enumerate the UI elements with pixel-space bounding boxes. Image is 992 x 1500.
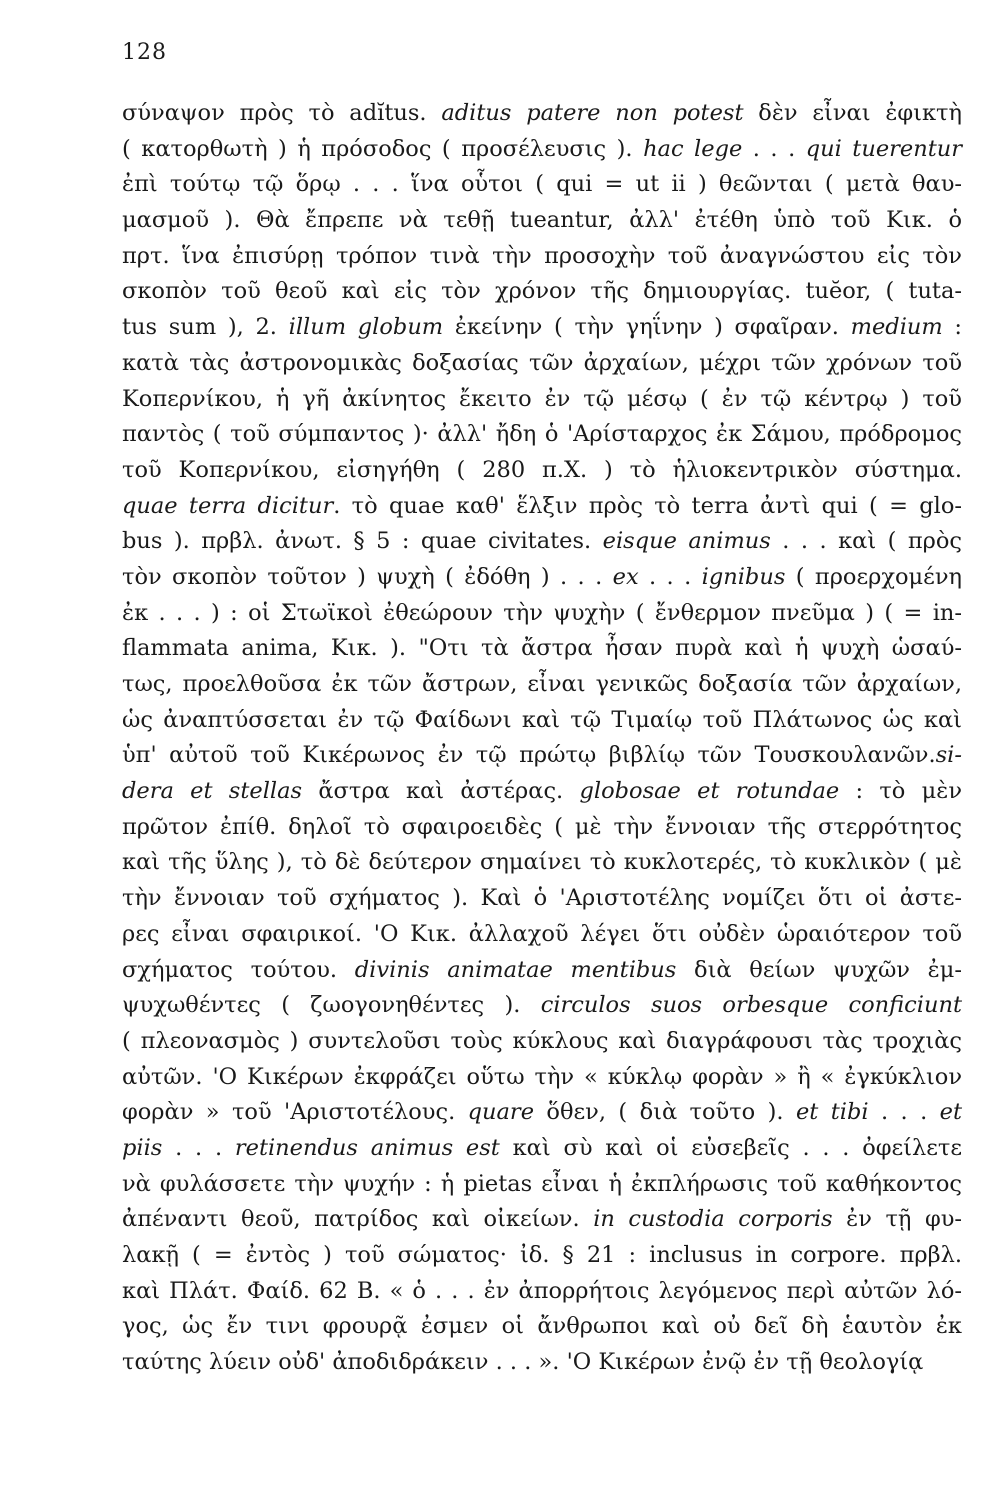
- text-line: νὰ φυλάσσετε τὴν ψυχήν : ἡ pietas εἶναι ἡ ἐκπλήρωσις τοῦ καθήκοντος: [122, 1170, 962, 1197]
- text-line: ἐκ . . . ) : οἱ Στωϊκοὶ ἐθεώρουν τὴν ψυχὴν ( ἔνθερμον πνεῦμα ) ( = in-: [122, 599, 962, 626]
- page-number: 128: [122, 40, 167, 65]
- text-line: πρτ. ἵνα ἐπισύρῃ τρόπον τινὰ τὴν προσοχὴν τοῦ ἀναγνώστου εἰς τὸν: [122, 242, 962, 269]
- text-line: ψυχωθέντες ( ζωογονηθέντες ). circulos suos orbesque conficiunt: [122, 992, 962, 1019]
- text-line: κατὰ τὰς ἀστρονομικὰς δοξασίας τῶν ἀρχαίων, μέχρι τῶν χρόνων τοῦ: [122, 349, 962, 376]
- text-line: αὐτῶν. 'Ο Κικέρων ἐκφράζει οὕτω τὴν « κύκλῳ φορὰν » ἢ « ἐγκύκλιον: [122, 1063, 962, 1090]
- text-line: ὑπ' αὐτοῦ τοῦ Κικέρωνος ἐν τῷ πρώτῳ βιβλίῳ τῶν Τουσκουλανῶν.si-: [122, 742, 962, 769]
- text-line: λακῇ ( = ἐντὸς ) τοῦ σώματος· ἰδ. § 21 : inclusus in corpore. πρβλ.: [122, 1242, 962, 1268]
- text-line: τοῦ Κοπερνίκου, εἰσηγήθη ( 280 π.Χ. ) τὸ ἡλιοκεντρικὸν σύστημα.: [122, 456, 962, 483]
- text-line: σχήματος τούτου. divinis animatae mentibus διὰ θείων ψυχῶν ἐμ-: [122, 956, 962, 983]
- text-line: παντὸς ( τοῦ σύμπαντος )· ἀλλ' ἤδη ὁ 'Αρίσταρχος ἐκ Σάμου, πρόδρομος: [122, 421, 962, 448]
- text-line: ( κατορθωτὴ ) ἡ πρόσοδος ( προσέλευσις ). hac lege . . . qui tuerentur: [122, 135, 962, 162]
- text-line: τως, προελθοῦσα ἐκ τῶν ἄστρων, εἶναι γενικῶς δοξασία τῶν ἀρχαίων,: [122, 671, 962, 697]
- text-line: piis . . . retinendus animus est καὶ σὺ καὶ οἱ εὐσεβεῖς . . . ὀφείλετε: [122, 1134, 962, 1161]
- text-line: καὶ τῆς ὕλης ), τὸ δὲ δεύτερον σημαίνει τὸ κυκλοτερές, τὸ κυκλικὸν ( μὲ: [122, 849, 962, 876]
- text-line: πρῶτον ἐπίθ. δηλοῖ τὸ σφαιροειδὲς ( μὲ τὴν ἔννοιαν τῆς στερρότητος: [122, 813, 962, 840]
- text-line: bus ). πρβλ. ἀνωτ. § 5 : quae civitates. eisque animus . . . καὶ ( πρὸς: [122, 528, 963, 555]
- text-line: tus sum ), 2. illum globum ἐκείνην ( τὴν γηΐνην ) σφαῖραν. medium :: [122, 314, 962, 341]
- text-line: σκοπὸν τοῦ θεοῦ καὶ εἰς τὸν χρόνον τῆς δημιουργίας. tuĕor, ( tuta-: [122, 278, 962, 305]
- text-line: γος, ὡς ἔν τινι φρουρᾷ ἐσμεν οἱ ἄνθρωποι καὶ οὐ δεῖ δὴ ἑαυτὸν ἐκ: [122, 1313, 962, 1340]
- text-line: ταύτης λύειν οὐδ' ἀποδιδράκειν . . . ». 'Ο Κικέρων ἐνῷ ἐν τῇ θεολογίᾳ: [122, 1349, 924, 1376]
- text-line: τὴν ἔννοιαν τοῦ σχήματος ). Καὶ ὁ 'Αριστοτέλης νομίζει ὅτι οἱ ἀστε-: [122, 885, 962, 912]
- text-line: ἐπὶ τούτῳ τῷ ὅρῳ . . . ἵνα οὗτοι ( qui = ut ii ) θεῶνται ( μετὰ θαυ-: [122, 171, 962, 198]
- text-line: ὡς ἀναπτύσσεται ἐν τῷ Φαίδωνι καὶ τῷ Τιμαίῳ τοῦ Πλάτωνος ὡς καὶ: [122, 706, 962, 733]
- text-line: quae terra dicitur. τὸ quae καθ' ἕλξιν πρὸς τὸ terra ἀντὶ qui ( = glo-: [122, 492, 962, 519]
- text-line: ( πλεονασμὸς ) συντελοῦσι τοὺς κύκλους καὶ διαγράφουσι τὰς τροχιὰς: [122, 1027, 962, 1054]
- text-line: Κοπερνίκου, ἡ γῆ ἀκίνητος ἔκειτο ἐν τῷ μέσῳ ( ἐν τῷ κέντρῳ ) τοῦ: [122, 385, 962, 412]
- text-line: καὶ Πλάτ. Φαίδ. 62 B. « ὁ . . . ἐν ἀπορρήτοις λεγόμενος περὶ αὐτῶν λό-: [122, 1277, 962, 1304]
- body-text: [122, 96, 962, 1381]
- text-line: μασμοῦ ). Θὰ ἔπρεπε νὰ τεθῇ tueantur, ἀλλ' ἐτέθη ὑπὸ τοῦ Κικ. ὁ: [122, 207, 962, 234]
- text-line: ρες εἶναι σφαιρικοί. 'Ο Κικ. ἀλλαχοῦ λέγει ὅτι οὐδὲν ὡραιότερον τοῦ: [122, 920, 962, 947]
- text-line: dera et stellas ἄστρα καὶ ἀστέρας. globosae et rotundae : τὸ μὲν: [122, 778, 963, 805]
- text-line: φορὰν » τοῦ 'Αριστοτέλους. quare ὅθεν, ( διὰ τοῦτο ). et tibi . . . et: [122, 1099, 962, 1126]
- text-line: flammata anima, Κικ. ). "Οτι τὰ ἄστρα ἦσαν πυρὰ καὶ ἡ ψυχὴ ὡσαύ-: [122, 635, 962, 662]
- text-line: τὸν σκοπὸν τοῦτον ) ψυχὴ ( ἐδόθη ) . . . ex . . . ignibus ( προερχομένη: [122, 563, 962, 590]
- text-line: σύναψον πρὸς τὸ adĭtus. aditus patere non potest δὲν εἶναι ἐφικτὴ: [122, 100, 962, 126]
- text-line: ἀπέναντι θεοῦ, πατρίδος καὶ οἰκείων. in custodia corporis ἐν τῇ φυ-: [122, 1206, 962, 1233]
